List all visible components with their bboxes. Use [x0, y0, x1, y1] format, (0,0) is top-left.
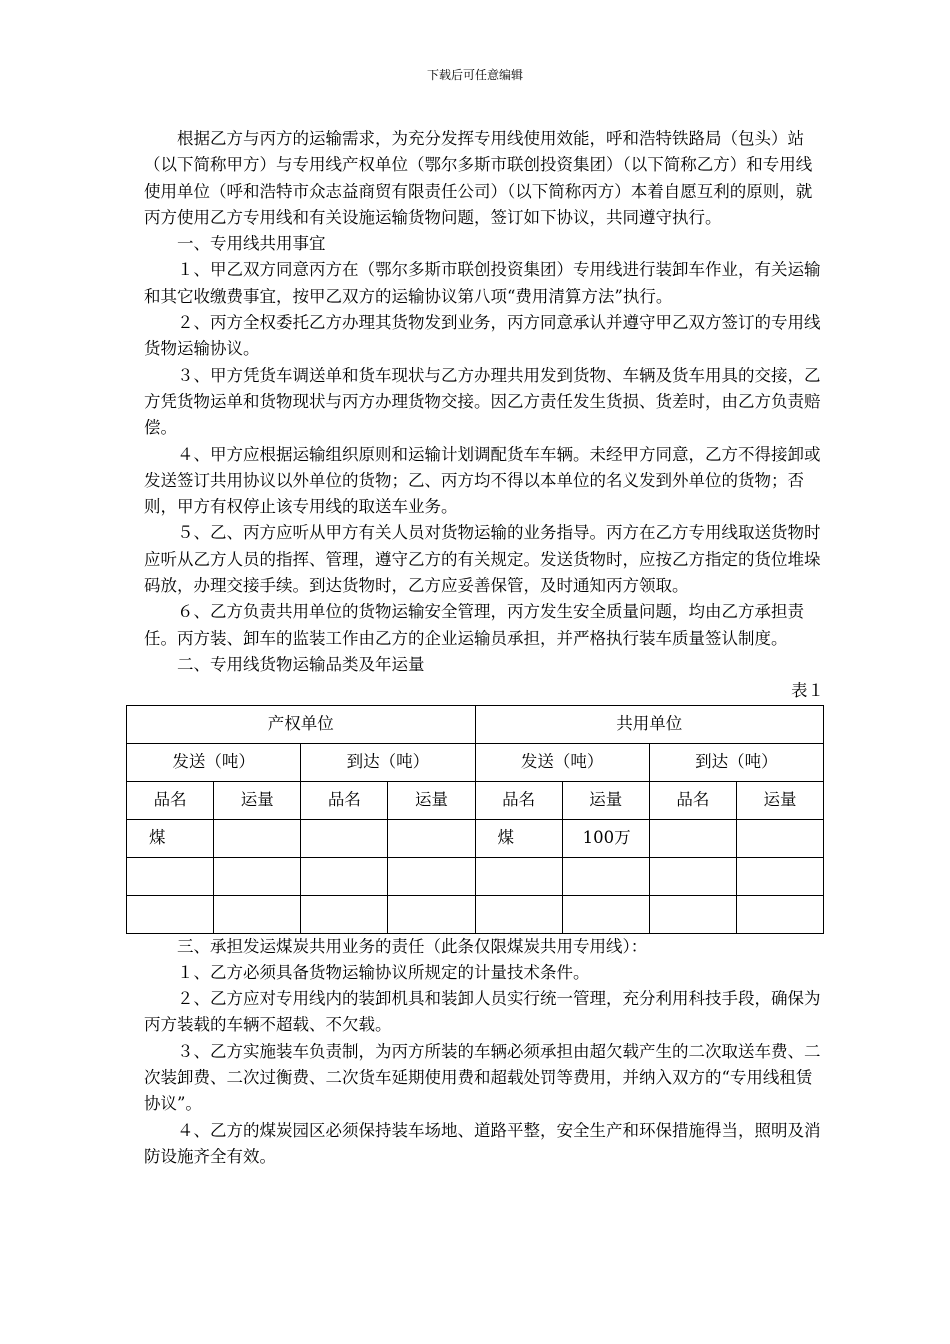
table-cell	[214, 895, 301, 933]
section1-item: ２、丙方全权委托乙方办理其货物发到业务，丙方同意承认并遵守甲乙双方签订的专用线货物运输协议。	[144, 313, 821, 359]
table-cell	[127, 857, 214, 895]
page-header: 下载后可任意编辑	[426, 68, 523, 82]
column-header: 品名	[127, 781, 214, 819]
table-cell	[562, 895, 649, 933]
table-row	[127, 857, 824, 895]
intro-paragraph: 根据乙方与丙方的运输需求，为充分发挥专用线使用效能，呼和浩特铁路局（包头）站（以下简称甲方）与专用线产权单位（鄂尔多斯市联创投资集团）（以下简称乙方）和专用线使用单位（呼和浩特市众志益商贸有限责任公司）（以下简称丙方）本着自愿互利的原则，就丙方使用乙方专用线和有关设施运输货物问题，签订如下协议，共同遵守执行。	[144, 129, 813, 227]
table-cell: 100万	[562, 819, 649, 857]
table-cell	[649, 819, 736, 857]
table-cell	[562, 857, 649, 895]
section1-item: ４、甲方应根据运输组织原则和运输计划调配货车车辆。未经甲方同意，乙方不得接卸或发送签订共用协议以外单位的货物；乙、丙方均不得以本单位的名义发到外单位的货物；否则，甲方有权停止该专用线的取送车业务。	[144, 444, 821, 517]
table-caption: 表１	[791, 681, 824, 701]
document-body	[144, 126, 824, 1170]
table-cell	[475, 895, 562, 933]
sub-header: 到达（吨）	[649, 743, 823, 781]
table-cell	[388, 819, 475, 857]
table-cell	[649, 857, 736, 895]
section2-heading: 二、专用线货物运输品类及年运量	[177, 654, 425, 674]
table-cell	[736, 857, 823, 895]
section1-item: ３、甲方凭货车调送单和货车现状与乙方办理共用发到货物、车辆及货车用具的交接，乙方凭货物运单和货物现状与丙方办理货物交接。因乙方责任发生货损、货差时，由乙方负责赔偿。	[144, 365, 821, 438]
table-cell	[301, 819, 388, 857]
table-cell	[127, 895, 214, 933]
column-header: 品名	[301, 781, 388, 819]
section3-item: ２、乙方应对专用线内的装卸机具和装卸人员实行统一管理，充分利用科技手段，确保为丙方装载的车辆不超载、不欠载。	[144, 989, 821, 1035]
table-cell	[214, 819, 301, 857]
table-cell	[649, 895, 736, 933]
column-header: 运量	[388, 781, 475, 819]
group-header-owner: 产权单位	[127, 705, 476, 743]
column-header: 运量	[562, 781, 649, 819]
section1-heading: 一、专用线共用事宜	[177, 234, 326, 254]
section3-heading: 三、承担发运煤炭共用业务的责任（此条仅限煤炭共用专用线）：	[177, 936, 648, 956]
table-cell: 煤	[127, 819, 214, 857]
table-cell: 煤	[475, 819, 562, 857]
section1-item: １、甲乙双方同意丙方在（鄂尔多斯市联创投资集团）专用线进行装卸车作业，有关运输和其它收缴费事宜，按甲乙双方的运输协议第八项“费用清算方法”执行。	[144, 260, 821, 306]
table-group-header-row	[127, 705, 824, 743]
column-header: 运量	[736, 781, 823, 819]
column-header: 品名	[475, 781, 562, 819]
table-cell	[388, 895, 475, 933]
table-cell	[475, 857, 562, 895]
sub-header: 到达（吨）	[301, 743, 475, 781]
column-header: 品名	[649, 781, 736, 819]
table-row	[127, 895, 824, 933]
group-header-shared: 共用单位	[475, 705, 824, 743]
table-cell	[388, 857, 475, 895]
table-column-header-row	[127, 781, 824, 819]
table-cell	[736, 819, 823, 857]
column-header: 运量	[214, 781, 301, 819]
table-sub-header-row	[127, 743, 824, 781]
table-cell	[214, 857, 301, 895]
section1-item: ５、乙、丙方应听从甲方有关人员对货物运输的业务指导。丙方在乙方专用线取送货物时应听从乙方人员的指挥、管理，遵守乙方的有关规定。发送货物时，应按乙方指定的货位堆垛码放，办理交接手续。到达货物时，乙方应妥善保管，及时通知丙方领取。	[144, 523, 821, 596]
table-row	[127, 819, 824, 857]
section1-item: ６、乙方负责共用单位的货物运输安全管理，丙方发生安全质量问题，均由乙方承担责任。丙方装、卸车的监装工作由乙方的企业运输员承担，并严格执行装车质量签认制度。	[144, 602, 804, 648]
sub-header: 发送（吨）	[127, 743, 301, 781]
section3-item: ４、乙方的煤炭园区必须保持装车场地、道路平整，安全生产和环保措施得当，照明及消防设施齐全有效。	[144, 1120, 821, 1166]
section3-item: １、乙方必须具备货物运输协议所规定的计量技术条件。	[177, 962, 590, 982]
table-cell	[301, 857, 388, 895]
sub-header: 发送（吨）	[475, 743, 649, 781]
table-cell	[736, 895, 823, 933]
section3-item: ３、乙方实施装车负责制，为丙方所装的车辆必须承担由超欠载产生的二次取送车费、二次装卸费、二次过衡费、二次货车延期使用费和超载处罚等费用，并纳入双方的“专用线租赁协议”。	[144, 1041, 821, 1114]
freight-table	[126, 705, 824, 934]
table-cell	[301, 895, 388, 933]
